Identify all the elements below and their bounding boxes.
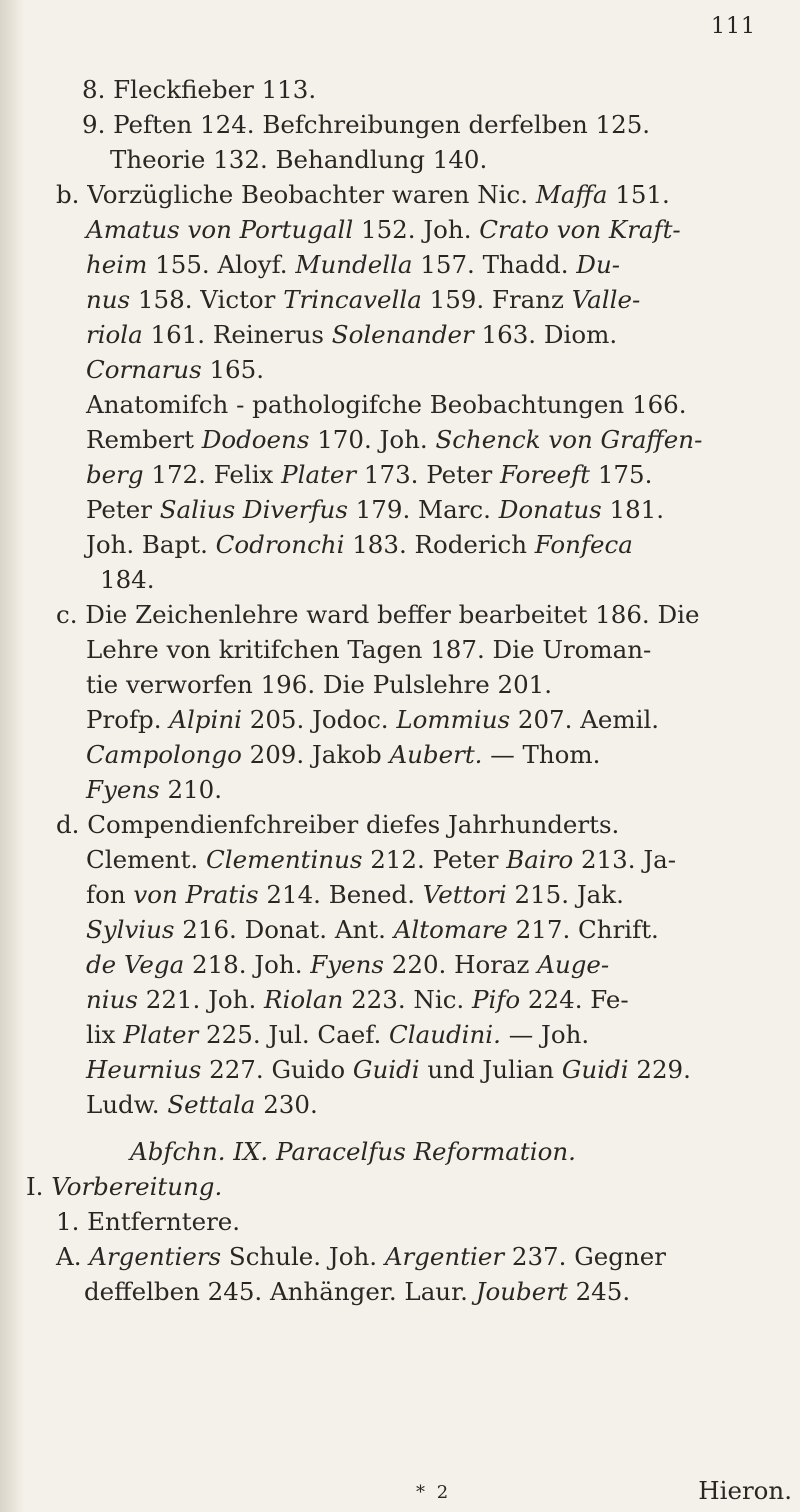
page-number: 111 (711, 14, 756, 39)
book-page (26, 14, 756, 1494)
toc-entry-pesten: 9. Peften 124. Befchreibungen derfelben 125. Theorie 132. Behandlung 140. (82, 110, 651, 174)
toc-entry-anatomisch: Anatomifch - pathologifche Beobachtungen 166. Rembert Dodoens 170. Joh. Schenck von Graffen- berg 172. Felix Plater 173. Peter Foreeft 175. Peter Salius Diverfus 179. Marc. Donatus 181. Joh. Bapt. Codronchi 183. Roderich Fonfeca 184. (86, 390, 703, 594)
toc-entry-i-vorbereitung: I. Vorbereitung. (26, 1172, 223, 1201)
toc-entry-a-argentier: A. Argentiers Schule. Joh. Argentier 237. Gegner deffelben 245. Anhänger. Laur. Joubert 245. (56, 1242, 666, 1306)
table-of-contents (26, 72, 756, 1309)
toc-entry-d-compendien: d. Compendienfchreiber diefes Jahrhunderts. Clement. Clementinus 212. Peter Bairo 213. Ja- fon von Pratis 214. Bened. Vettori 215. Jak. Sylvius 216. Donat. Ant. Altomare 217. Chrift. de Vega 218. Joh. Fyens 220. Horaz Auge- nius 221. Joh. Riolan 223. Nic. Pifo 224. Fe- lix Plater 225. Jul. Caef. Claudini. — Joh. Heurnius 227. Guido Guidi und Julian Guidi 229. Ludw. Settala 230. (56, 810, 691, 1119)
toc-entry-c-zeichenlehre: c. Die Zeichenlehre ward beffer bearbeitet 186. Die Lehre von kritifchen Tagen 187. Die Uroman- tie verworfen 196. Die Pulslehre 201. Profp. Alpini 205. Jodoc. Lommius 207. Aemil. Campolongo 209. Jakob Aubert. — Thom. Fyens 210. (56, 600, 700, 804)
catchword: Hieron. (698, 1476, 792, 1505)
sheet-signature: * 2 (416, 1482, 452, 1503)
toc-entry-b-beobachter: b. Vorzügliche Beobachter waren Nic. Maffa 151. Amatus von Portugall 152. Joh. Crato von Kraft- heim 155. Aloyf. Mundella 157. Thadd. Du- nus 158. Victor Trincavella 159. Franz Valle- riola 161. Reinerus Solenander 163. Diom. Cornarus 165. (56, 180, 681, 384)
section-heading-abschnitt-ix: Abfchn. IX. Paracelfus Reformation. (130, 1137, 576, 1166)
toc-entry-fleckfieber: 8. Fleckfieber 113. (82, 75, 317, 104)
toc-entry-1-entferntere: 1. Entferntere. (56, 1207, 241, 1236)
book-binding-shadow (0, 0, 24, 1512)
